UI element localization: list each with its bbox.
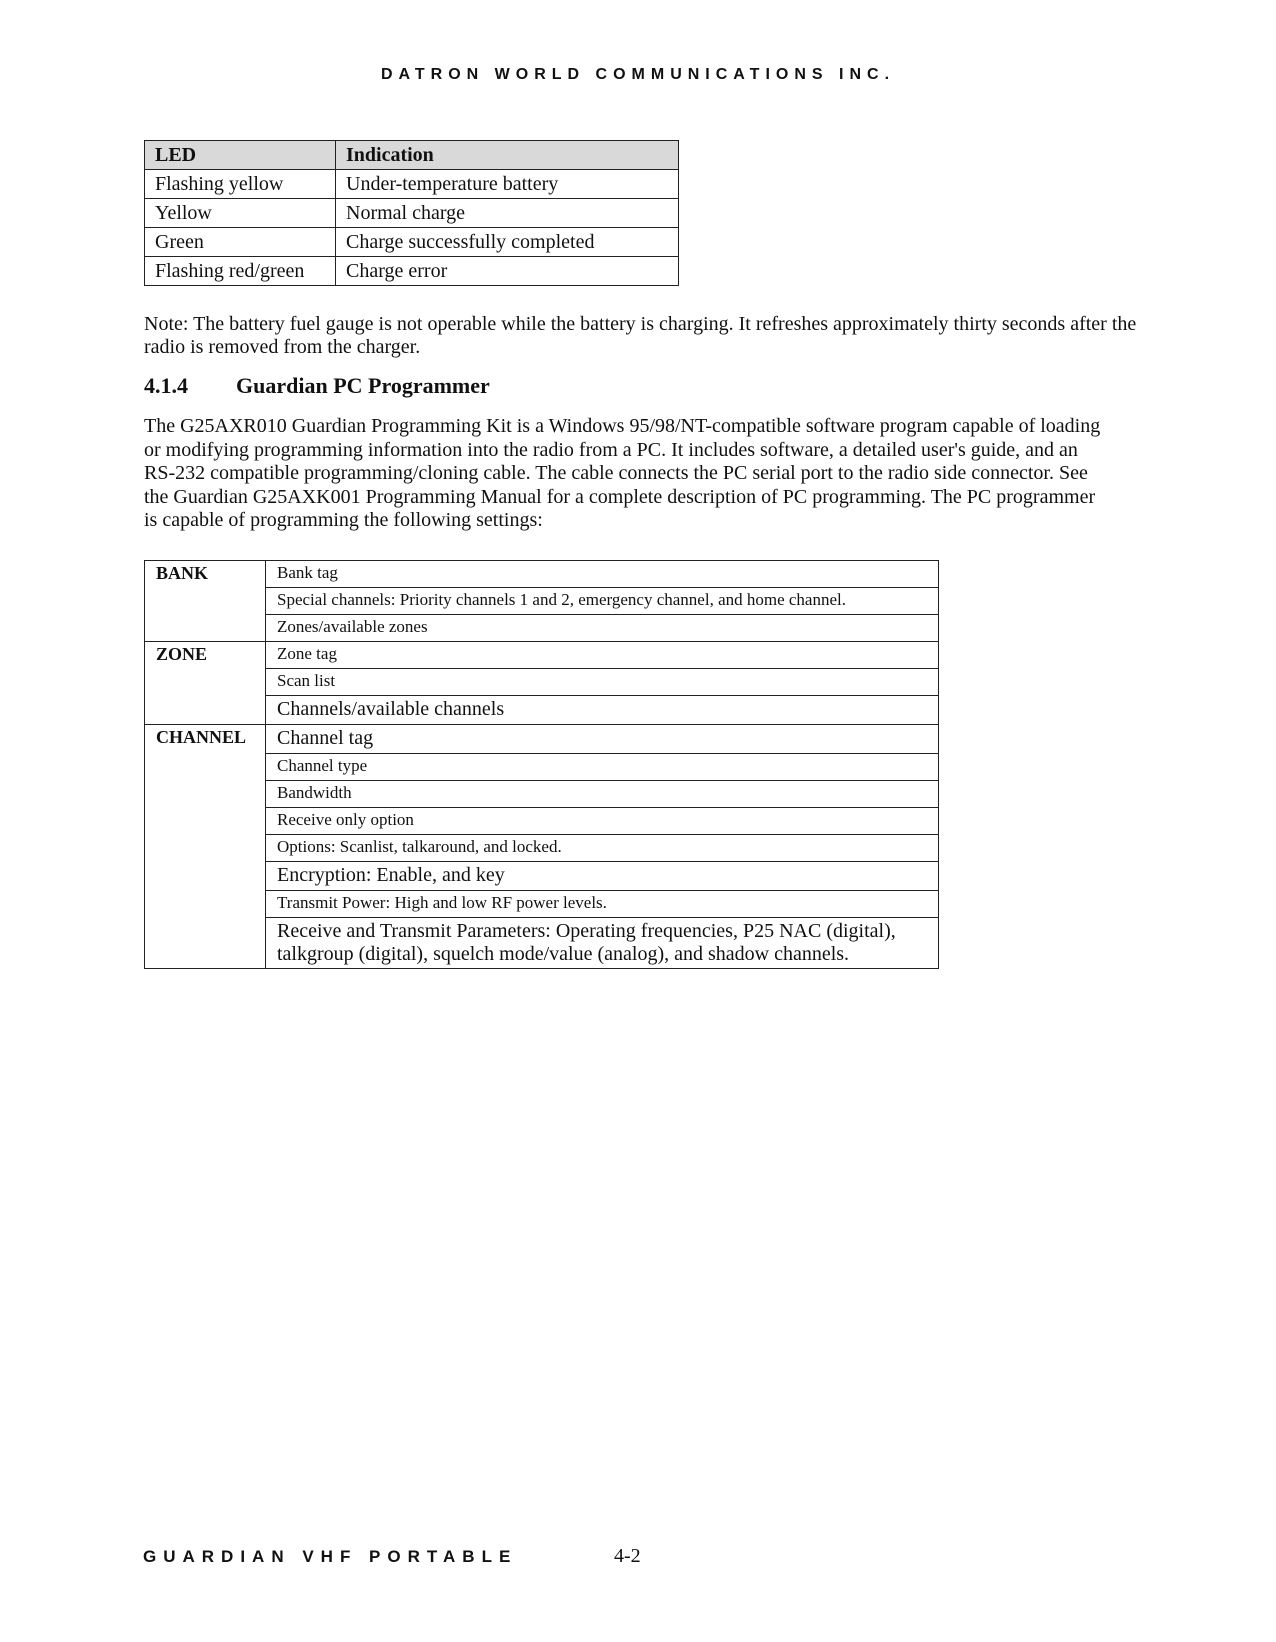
table-row: [145, 257, 679, 286]
indication-cell: Charge error: [336, 257, 679, 286]
setting-cell: Channels/available channels: [266, 696, 939, 725]
group-label-zone: ZONE: [145, 642, 266, 725]
setting-cell: Receive and Transmit Parameters: Operating frequencies, P25 NAC (digital), talkgroup (digital), squelch mode/value (analog), and shadow channels.: [266, 918, 939, 969]
setting-cell: Special channels: Priority channels 1 and 2, emergency channel, and home channel.: [266, 588, 939, 615]
setting-cell: Bank tag: [266, 561, 939, 588]
footer-title: GUARDIAN VHF PORTABLE: [143, 1547, 518, 1566]
section-heading: [144, 373, 490, 399]
table-header-row: [145, 141, 679, 170]
battery-note: Note: The battery fuel gauge is not operable while the battery is charging. It refreshes approximately thirty seconds after the radio is removed from the charger.: [144, 313, 1137, 358]
led-cell: Flashing red/green: [145, 257, 336, 286]
column-header-led: LED: [145, 141, 336, 170]
table-row: [145, 228, 679, 257]
section-number: 4.1.4: [144, 373, 188, 398]
page-header: DATRON WORLD COMMUNICATIONS INC.: [380, 66, 896, 83]
setting-cell: Channel type: [266, 754, 939, 781]
led-cell: Yellow: [145, 199, 336, 228]
section-paragraph: The G25AXR010 Guardian Programming Kit is a Windows 95/98/NT-compatible software program capable of loading or modifying programming information into the radio from a PC. It includes software, a detailed user's guide, and an RS-232 compatible programming/cloning cable. The cable connects the PC serial port to the radio side connector. See the Guardian G25AXK001 Programming Manual for a complete description of PC programming. The PC programmer is capable of programming the following settings:: [144, 415, 1101, 531]
setting-cell: Transmit Power: High and low RF power levels.: [266, 891, 939, 918]
table-row: [145, 199, 679, 228]
setting-cell: Scan list: [266, 669, 939, 696]
setting-cell: Zones/available zones: [266, 615, 939, 642]
setting-cell: Receive only option: [266, 808, 939, 835]
page-number: 4-2: [614, 1545, 641, 1567]
table-row: [145, 561, 939, 588]
setting-cell: Channel tag: [266, 725, 939, 754]
indication-cell: Under-temperature battery: [336, 170, 679, 199]
programmable-settings-table: [144, 560, 939, 969]
group-label-channel: CHANNEL: [145, 725, 266, 969]
indication-cell: Charge successfully completed: [336, 228, 679, 257]
led-cell: Flashing yellow: [145, 170, 336, 199]
setting-cell: Options: Scanlist, talkaround, and locked.: [266, 835, 939, 862]
led-indication-table: [144, 140, 679, 286]
table-row: [145, 170, 679, 199]
group-label-bank: BANK: [145, 561, 266, 642]
setting-cell: Encryption: Enable, and key: [266, 862, 939, 891]
indication-cell: Normal charge: [336, 199, 679, 228]
section-title: Guardian PC Programmer: [236, 373, 490, 398]
table-row: [145, 642, 939, 669]
table-row: [145, 725, 939, 754]
column-header-indication: Indication: [336, 141, 679, 170]
led-cell: Green: [145, 228, 336, 257]
setting-cell: Zone tag: [266, 642, 939, 669]
setting-cell: Bandwidth: [266, 781, 939, 808]
